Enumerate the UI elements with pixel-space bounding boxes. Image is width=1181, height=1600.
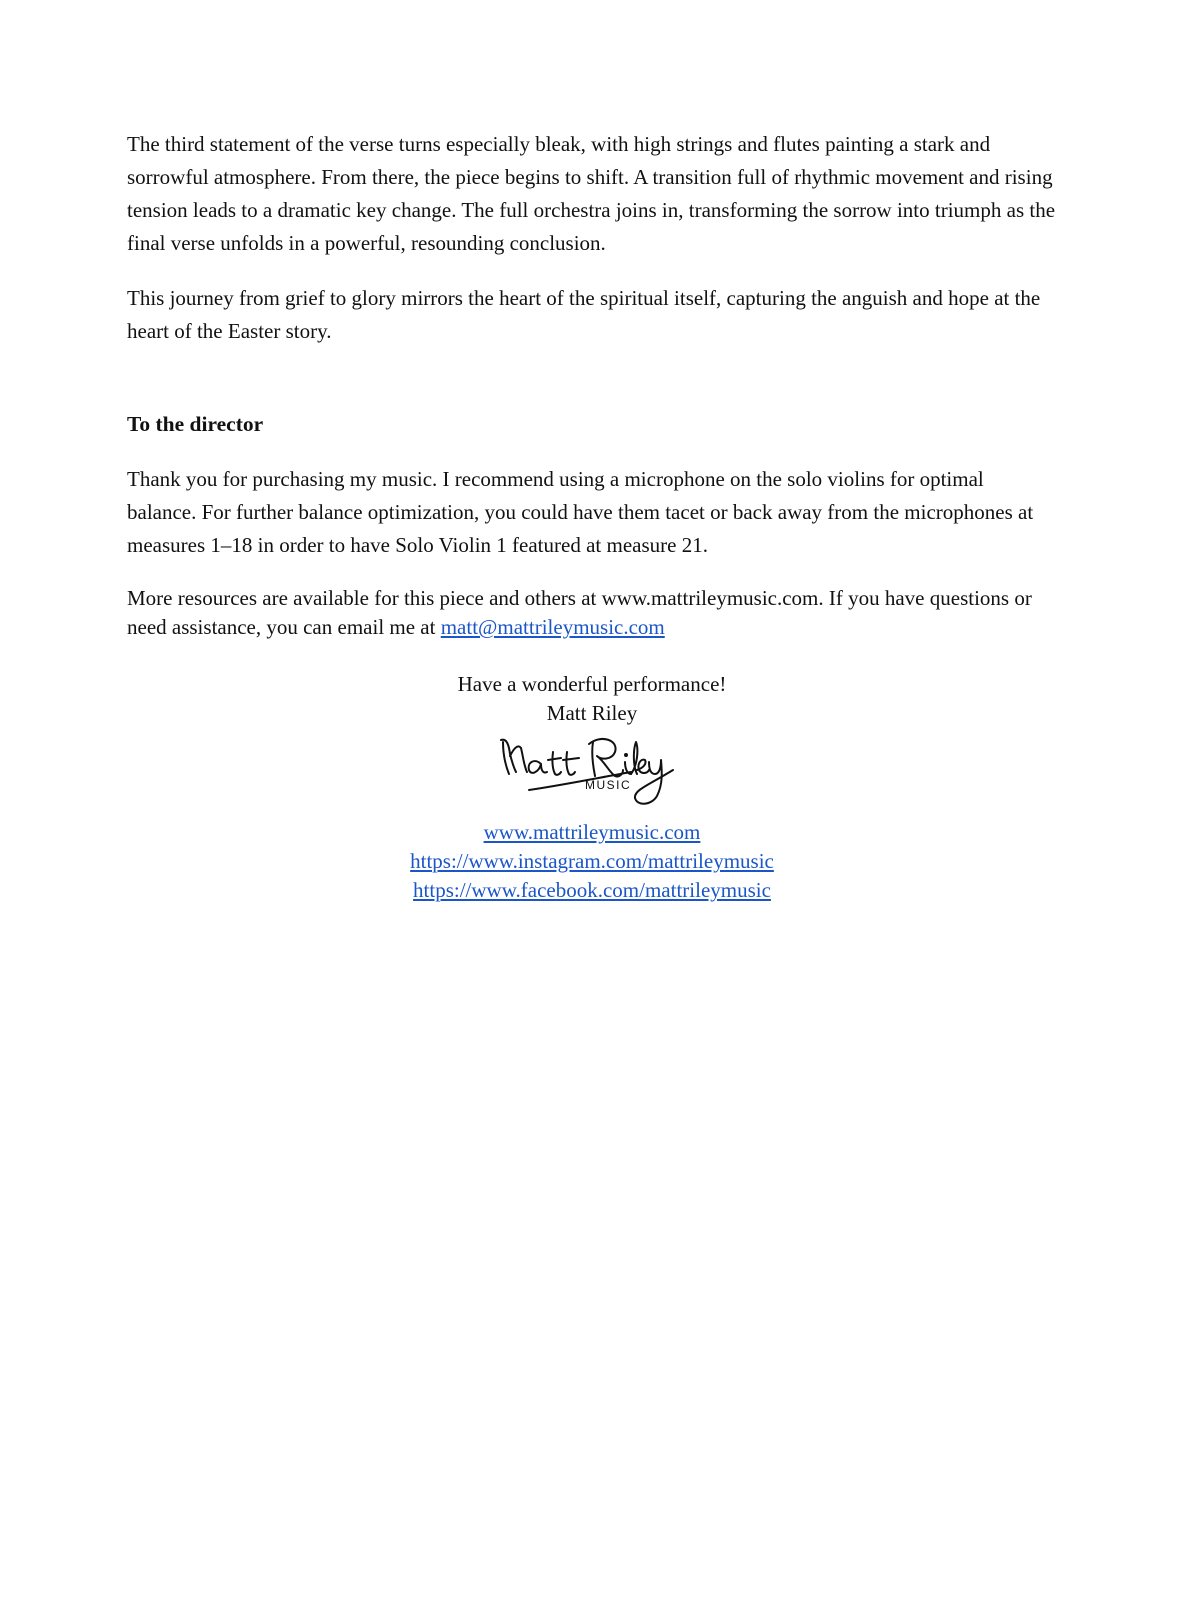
- contact-text: More resources are available for this piece and others at www.mattrileymusic.com. If you have questions or need assistance, you can email me at: [127, 586, 1032, 639]
- closing-block: [127, 670, 1057, 728]
- director-paragraph-2: [127, 584, 1057, 642]
- logo-music-text: MUSIC: [585, 778, 632, 792]
- facebook-link[interactable]: https://www.facebook.com/mattrileymusic: [413, 878, 771, 902]
- director-heading: To the director: [127, 412, 264, 436]
- links-block: [127, 818, 1057, 905]
- instagram-link[interactable]: https://www.instagram.com/mattrileymusic: [410, 849, 774, 873]
- body-paragraph-1: The third statement of the verse turns especially bleak, with high strings and flutes painting a stark and sorrowful atmosphere. From there, the piece begins to shift. A transition full of rhythmic movement and rising tension leads to a dramatic key change. The full orchestra joins in, transforming the sorrow into triumph as the final verse unfolds in a powerful, resounding conclusion.: [127, 132, 1056, 255]
- email-link[interactable]: matt@mattrileymusic.com: [440, 615, 665, 639]
- closing-name: Matt Riley: [546, 701, 638, 725]
- document-content: [127, 128, 1057, 905]
- signature-logo: [497, 732, 687, 810]
- website-link[interactable]: www.mattrileymusic.com: [483, 820, 701, 844]
- signature-logo-wrap: [127, 732, 1057, 810]
- closing-line: Have a wonderful performance!: [457, 672, 727, 696]
- signature-graphic: [497, 732, 687, 810]
- director-paragraph-1: Thank you for purchasing my music. I recommend using a microphone on the solo violins for optimal balance. For further balance optimization, you could have them tacet or back away from the microphones at measures 1–18 in order to have Solo Violin 1 featured at measure 21.: [127, 467, 1034, 557]
- body-paragraph-2: This journey from grief to glory mirrors the heart of the spiritual itself, capturing the anguish and hope at the heart of the Easter story.: [127, 286, 1041, 343]
